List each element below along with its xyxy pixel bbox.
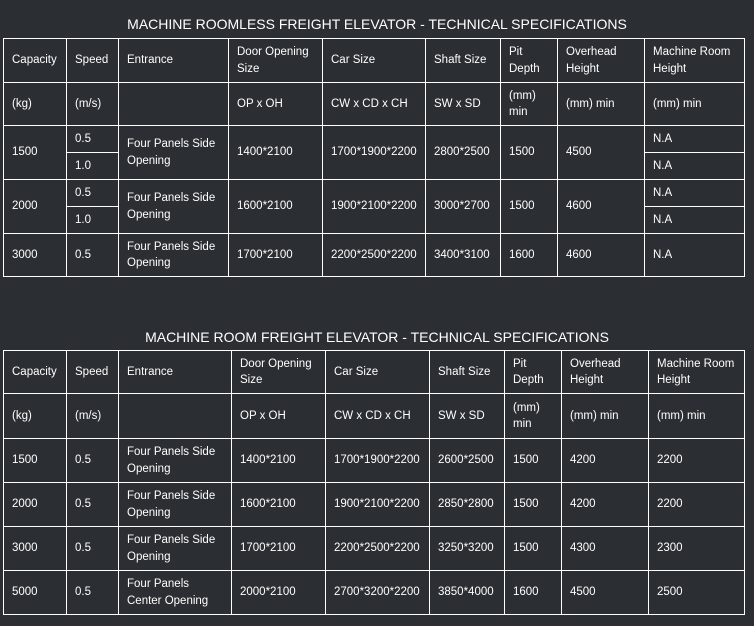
pit-depth-cell: 1500 xyxy=(501,126,558,180)
unit-cell: OP x OH xyxy=(232,394,326,439)
header-cell: Capacity xyxy=(4,351,67,394)
shaft-size-cell: 2850*2800 xyxy=(430,483,505,527)
header-row xyxy=(4,39,745,83)
overhead-cell: 4600 xyxy=(558,234,645,277)
table-row xyxy=(4,234,745,277)
overhead-cell: 4500 xyxy=(558,126,645,180)
capacity-cell: 3000 xyxy=(4,527,67,571)
shaft-size-cell: 3850*4000 xyxy=(430,571,505,615)
table-row xyxy=(4,527,745,571)
table2-title: MACHINE ROOM FREIGHT ELEVATOR - TECHNICAL SPECIFICATIONS xyxy=(145,329,609,345)
speed-cell: 1.0 xyxy=(67,153,119,180)
header-cell: Speed xyxy=(67,39,119,83)
door-size-cell: 2000*2100 xyxy=(232,571,326,615)
header-cell: Pit Depth xyxy=(501,39,558,83)
unit-cell: (kg) xyxy=(4,394,67,439)
capacity-cell: 3000 xyxy=(4,234,67,277)
shaft-size-cell: 3400*3100 xyxy=(426,234,501,277)
unit-cell: (mm) min xyxy=(649,394,745,439)
header-cell: Pit Depth xyxy=(505,351,562,394)
units-row xyxy=(4,83,745,126)
speed-cell: 0.5 xyxy=(67,527,119,571)
machine-room-cell: 2200 xyxy=(649,483,745,527)
unit-cell xyxy=(119,83,229,126)
unit-cell: CW x CD x CH xyxy=(323,83,426,126)
machine-room-cell: 2500 xyxy=(649,571,745,615)
machine-room-cell: N.A xyxy=(645,207,745,234)
header-cell: Entrance xyxy=(119,39,229,83)
shaft-size-cell: 2800*2500 xyxy=(426,126,501,180)
overhead-cell: 4200 xyxy=(562,483,649,527)
entrance-cell: Four Panels Side Opening xyxy=(119,527,232,571)
unit-cell: SW x SD xyxy=(426,83,501,126)
table-row xyxy=(4,126,745,153)
machine-room-cell: N.A xyxy=(645,234,745,277)
unit-cell: SW x SD xyxy=(430,394,505,439)
car-size-cell: 1900*2100*2200 xyxy=(326,483,430,527)
header-cell: Shaft Size xyxy=(426,39,501,83)
entrance-cell: Four Panels Side Opening xyxy=(119,439,232,483)
machine-room-cell: N.A xyxy=(645,153,745,180)
speed-cell: 0.5 xyxy=(67,180,119,207)
entrance-cell: Four Panels Center Opening xyxy=(119,571,232,615)
speed-cell: 0.5 xyxy=(67,234,119,277)
unit-cell: (kg) xyxy=(4,83,67,126)
speed-cell: 0.5 xyxy=(67,126,119,153)
header-cell: Door Opening Size xyxy=(229,39,323,83)
car-size-cell: 1900*2100*2200 xyxy=(323,180,426,234)
table1-title: MACHINE ROOMLESS FREIGHT ELEVATOR - TECHNICAL SPECIFICATIONS xyxy=(127,16,627,32)
speed-cell: 0.5 xyxy=(67,571,119,615)
door-size-cell: 1400*2100 xyxy=(232,439,326,483)
table-row xyxy=(4,180,745,207)
header-cell: Car Size xyxy=(326,351,430,394)
machine-room-cell: 2300 xyxy=(649,527,745,571)
unit-cell: (mm) min xyxy=(645,83,745,126)
capacity-cell: 5000 xyxy=(4,571,67,615)
header-cell: Door Opening Size xyxy=(232,351,326,394)
unit-cell: (mm) min xyxy=(505,394,562,439)
unit-cell: (m/s) xyxy=(67,394,119,439)
door-size-cell: 1700*2100 xyxy=(232,527,326,571)
car-size-cell: 2200*2500*2200 xyxy=(323,234,426,277)
header-cell: Overhead Height xyxy=(562,351,649,394)
door-size-cell: 1600*2100 xyxy=(229,180,323,234)
overhead-cell: 4600 xyxy=(558,180,645,234)
car-size-cell: 2200*2500*2200 xyxy=(326,527,430,571)
car-size-cell: 1700*1900*2200 xyxy=(326,439,430,483)
pit-depth-cell: 1500 xyxy=(505,527,562,571)
shaft-size-cell: 3250*3200 xyxy=(430,527,505,571)
capacity-cell: 2000 xyxy=(4,483,67,527)
pit-depth-cell: 1500 xyxy=(505,439,562,483)
speed-cell: 0.5 xyxy=(67,439,119,483)
pit-depth-cell: 1500 xyxy=(505,483,562,527)
unit-cell: CW x CD x CH xyxy=(326,394,430,439)
header-cell: Capacity xyxy=(4,39,67,83)
header-cell: Shaft Size xyxy=(430,351,505,394)
shaft-size-cell: 2600*2500 xyxy=(430,439,505,483)
machine-room-cell: 2200 xyxy=(649,439,745,483)
car-size-cell: 2700*3200*2200 xyxy=(326,571,430,615)
header-row xyxy=(4,351,745,394)
units-row xyxy=(4,394,745,439)
car-size-cell: 1700*1900*2200 xyxy=(323,126,426,180)
header-cell: Speed xyxy=(67,351,119,394)
unit-cell: (mm) min xyxy=(558,83,645,126)
header-cell: Overhead Height xyxy=(558,39,645,83)
machine-room-cell: N.A xyxy=(645,126,745,153)
pit-depth-cell: 1600 xyxy=(505,571,562,615)
entrance-cell: Four Panels Side Opening xyxy=(119,483,232,527)
overhead-cell: 4300 xyxy=(562,527,649,571)
door-size-cell: 1400*2100 xyxy=(229,126,323,180)
overhead-cell: 4200 xyxy=(562,439,649,483)
header-cell: Entrance xyxy=(119,351,232,394)
pit-depth-cell: 1600 xyxy=(501,234,558,277)
table-row xyxy=(4,483,745,527)
entrance-cell: Four Panels Side Opening xyxy=(119,180,229,234)
header-cell: Machine Room Height xyxy=(645,39,745,83)
unit-cell: (mm) min xyxy=(501,83,558,126)
entrance-cell: Four Panels Side Opening xyxy=(119,234,229,277)
door-size-cell: 1600*2100 xyxy=(232,483,326,527)
door-size-cell: 1700*2100 xyxy=(229,234,323,277)
machine-room-spec-table xyxy=(3,350,745,615)
capacity-cell: 1500 xyxy=(4,439,67,483)
header-cell: Car Size xyxy=(323,39,426,83)
table-row xyxy=(4,571,745,615)
capacity-cell: 1500 xyxy=(4,126,67,180)
header-cell: Machine Room Height xyxy=(649,351,745,394)
machine-room-cell: N.A xyxy=(645,180,745,207)
unit-cell xyxy=(119,394,232,439)
unit-cell: (mm) min xyxy=(562,394,649,439)
machine-roomless-spec-table xyxy=(3,38,745,277)
unit-cell: OP x OH xyxy=(229,83,323,126)
table-row xyxy=(4,439,745,483)
speed-cell: 1.0 xyxy=(67,207,119,234)
capacity-cell: 2000 xyxy=(4,180,67,234)
unit-cell: (m/s) xyxy=(67,83,119,126)
shaft-size-cell: 3000*2700 xyxy=(426,180,501,234)
overhead-cell: 4500 xyxy=(562,571,649,615)
speed-cell: 0.5 xyxy=(67,483,119,527)
pit-depth-cell: 1500 xyxy=(501,180,558,234)
entrance-cell: Four Panels Side Opening xyxy=(119,126,229,180)
